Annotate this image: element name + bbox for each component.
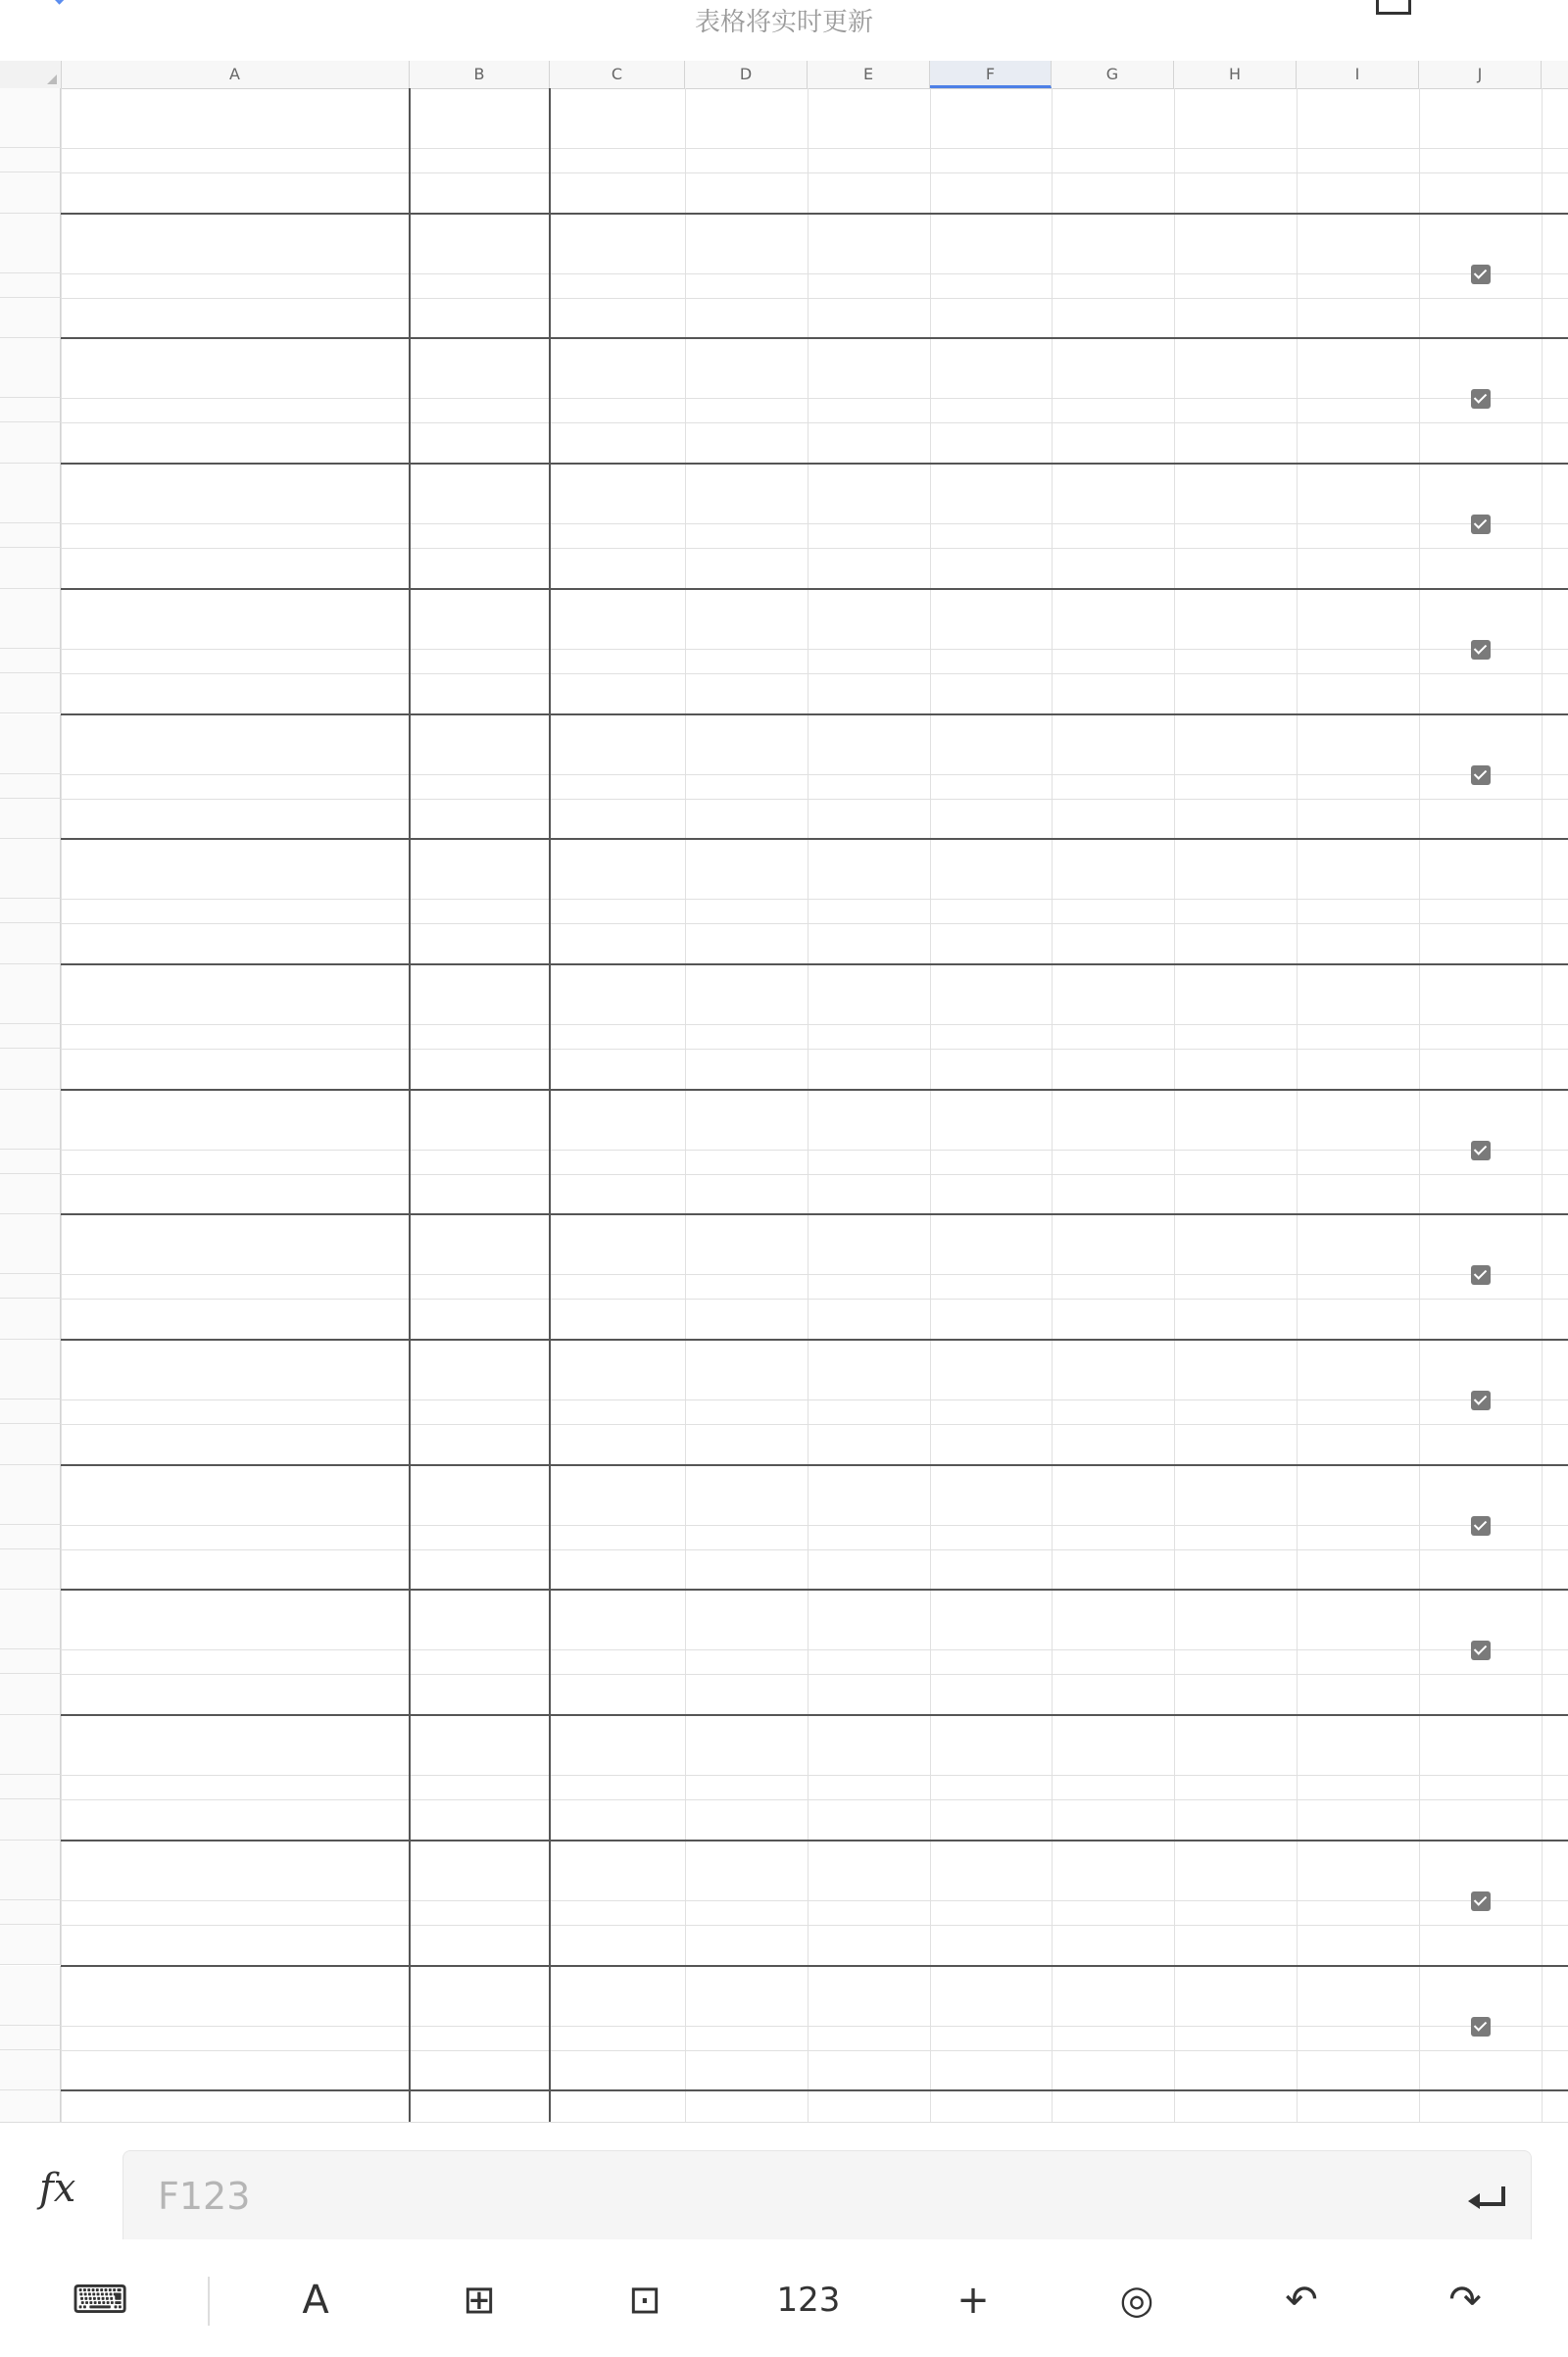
row-number[interactable]: [0, 523, 61, 548]
row-gridline: [61, 2050, 1568, 2051]
keyboard-icon[interactable]: ⌨: [72, 2278, 128, 2323]
row-gridline: [61, 774, 1568, 775]
row-number[interactable]: [0, 839, 61, 899]
status-bar: [0, 0, 1568, 61]
review-comment: [1180, 1334, 1291, 1424]
row-number[interactable]: [0, 1214, 61, 1274]
row-gridline: [61, 2026, 1568, 2027]
row-gridline: [61, 673, 1568, 674]
status-note: [1423, 1758, 1538, 1817]
column-gridline: [1297, 88, 1298, 2122]
view-icon[interactable]: ◎: [1119, 2278, 1154, 2323]
row-number[interactable]: [0, 1715, 61, 1775]
record-group-border: [61, 838, 1568, 840]
row-number[interactable]: [0, 1966, 61, 2026]
formula-input[interactable]: [122, 2150, 1532, 2248]
column-header-h[interactable]: H: [1174, 61, 1297, 88]
row-number[interactable]: [0, 1299, 61, 1340]
record-group-border: [61, 1339, 1568, 1341]
recommend-checkbox[interactable]: [1471, 2017, 1491, 2037]
column-gridline: [1542, 88, 1543, 2122]
row-number[interactable]: [0, 148, 61, 172]
row-gridline: [61, 1150, 1568, 1151]
row-number[interactable]: [0, 1900, 61, 1925]
row-gridline: [61, 1799, 1568, 1800]
review-comment: [1180, 1584, 1291, 1674]
column-border: [409, 1340, 411, 1465]
row-number[interactable]: [0, 1925, 61, 1966]
row-number[interactable]: [0, 1799, 61, 1841]
column-border: [549, 1340, 551, 1465]
column-border: [409, 1966, 411, 2091]
column-border: [409, 338, 411, 464]
row-number[interactable]: [0, 1049, 61, 1090]
record-group-border: [61, 1589, 1568, 1591]
share-icon[interactable]: [1376, 0, 1411, 15]
column-border: [409, 214, 411, 339]
function-icon[interactable]: fx: [39, 2166, 76, 2211]
row-gridline: [61, 1925, 1568, 1926]
recommend-checkbox[interactable]: [1471, 389, 1491, 409]
column-header-d[interactable]: D: [685, 61, 808, 88]
review-comment: [1180, 583, 1291, 673]
row-number[interactable]: [0, 774, 61, 799]
row-gridline: [61, 1900, 1568, 1901]
row-number[interactable]: [0, 923, 61, 964]
formula-bar: [0, 2122, 1568, 2240]
column-border: [409, 1214, 411, 1340]
undo-icon[interactable]: ↶: [1285, 2278, 1318, 2323]
column-border: [409, 1590, 411, 1715]
row-number[interactable]: [0, 548, 61, 589]
row-gridline: [61, 548, 1568, 549]
review-comment: [1180, 2085, 1291, 2122]
row-gridline: [61, 923, 1568, 924]
row-number[interactable]: [0, 464, 61, 523]
row-number[interactable]: [0, 88, 61, 148]
column-border: [409, 2090, 411, 2122]
row-number[interactable]: [0, 1841, 61, 1900]
row-gridline: [61, 799, 1568, 800]
review-comment: [1180, 833, 1291, 923]
recommend-checkbox[interactable]: [1471, 1265, 1491, 1285]
row-number[interactable]: [0, 398, 61, 422]
number-format-icon[interactable]: 123: [776, 2281, 841, 2320]
row-number[interactable]: [0, 964, 61, 1024]
row-gridline: [61, 1775, 1568, 1776]
column-border: [549, 1715, 551, 1841]
row-gridline: [61, 273, 1568, 274]
column-border: [409, 964, 411, 1090]
row-number[interactable]: [0, 1090, 61, 1150]
column-header-e[interactable]: E: [808, 61, 930, 88]
table-grid-icon[interactable]: ⊞: [463, 2278, 496, 2323]
column-header-i[interactable]: I: [1297, 61, 1419, 88]
row-number[interactable]: [0, 1340, 61, 1399]
row-gridline: [61, 1174, 1568, 1175]
record-group-border: [61, 1464, 1568, 1466]
toolbar-divider: [208, 2277, 210, 2326]
cell-settings-icon[interactable]: ⊡: [628, 2278, 662, 2323]
record-group-border: [61, 1089, 1568, 1091]
review-comment: [1180, 1835, 1291, 1925]
row-number[interactable]: [0, 2090, 61, 2122]
record-group-border: [61, 588, 1568, 590]
record-group-border: [61, 337, 1568, 339]
record-group-border: [61, 1213, 1568, 1215]
row-gridline: [61, 1549, 1568, 1550]
row-number[interactable]: [0, 1674, 61, 1715]
row-number[interactable]: [0, 172, 61, 214]
row-number[interactable]: [0, 1024, 61, 1049]
row-gridline: [61, 1299, 1568, 1300]
column-gridline: [61, 88, 62, 2122]
row-number[interactable]: [0, 1465, 61, 1525]
row-gridline: [61, 1649, 1568, 1650]
row-number[interactable]: [0, 1399, 61, 1424]
recommend-checkbox[interactable]: [1471, 1391, 1491, 1410]
row-gridline: [61, 1274, 1568, 1275]
column-gridline: [930, 88, 931, 2122]
row-number[interactable]: [0, 422, 61, 464]
bottom-toolbar: [0, 2239, 1568, 2357]
review-comment: [1180, 332, 1291, 422]
row-number[interactable]: [0, 589, 61, 649]
row-number[interactable]: [0, 714, 61, 774]
recommend-checkbox[interactable]: [1471, 1641, 1491, 1660]
record-group-border: [61, 1965, 1568, 1967]
row-number[interactable]: [0, 1525, 61, 1549]
record-group-border: [61, 1840, 1568, 1841]
row-gridline: [61, 422, 1568, 423]
record-group-border: [61, 213, 1568, 215]
review-comment: [1180, 1960, 1291, 2050]
column-border: [409, 1465, 411, 1591]
review-comment: [1180, 458, 1291, 548]
text-format-icon[interactable]: A: [302, 2278, 329, 2323]
review-comment: [1180, 1208, 1291, 1299]
realtime-update-notice: 表格将实时更新: [694, 8, 873, 37]
row-number[interactable]: [0, 2050, 61, 2091]
review-comment: [1180, 1084, 1291, 1174]
column-header-c[interactable]: C: [550, 61, 685, 88]
column-gridline: [685, 88, 686, 2122]
row-gridline: [61, 1024, 1568, 1025]
column-border: [409, 589, 411, 714]
row-gridline: [61, 398, 1568, 399]
row-number[interactable]: [0, 1775, 61, 1799]
column-border: [549, 589, 551, 714]
status-note: [1423, 882, 1538, 941]
row-number[interactable]: [0, 1174, 61, 1215]
row-number[interactable]: [0, 1549, 61, 1591]
row-number[interactable]: [0, 1424, 61, 1465]
review-comment: [1180, 709, 1291, 799]
column-border: [549, 1966, 551, 2091]
row-number[interactable]: [0, 799, 61, 840]
row-number[interactable]: [0, 338, 61, 398]
column-border: [549, 1465, 551, 1591]
row-gridline: [61, 1049, 1568, 1050]
select-all-corner[interactable]: [0, 61, 62, 88]
record-group-border: [61, 1714, 1568, 1716]
column-border: [549, 464, 551, 589]
record-group-border: [61, 2089, 1568, 2091]
recommend-checkbox[interactable]: [1471, 265, 1491, 284]
row-gridline: [61, 899, 1568, 900]
recommend-checkbox[interactable]: [1471, 1141, 1491, 1160]
enter-icon[interactable]: [1476, 2186, 1505, 2206]
recommend-checkbox[interactable]: [1471, 640, 1491, 660]
row-gridline: [61, 1525, 1568, 1526]
recommend-checkbox[interactable]: [1471, 1516, 1491, 1536]
column-border: [409, 1841, 411, 1966]
column-header-g[interactable]: G: [1052, 61, 1174, 88]
row-gridline: [61, 172, 1568, 173]
column-border: [549, 839, 551, 964]
column-border: [549, 1590, 551, 1715]
column-border: [409, 714, 411, 840]
record-group-border: [61, 713, 1568, 715]
insert-icon[interactable]: +: [956, 2278, 990, 2323]
row-number[interactable]: [0, 899, 61, 923]
column-gridline: [1419, 88, 1420, 2122]
row-number[interactable]: [0, 649, 61, 673]
column-border: [549, 1841, 551, 1966]
row-number[interactable]: [0, 1590, 61, 1649]
column-border: [409, 1715, 411, 1841]
column-border: [549, 88, 551, 214]
column-gridline: [1174, 88, 1175, 2122]
status-note: [1423, 1007, 1538, 1066]
column-border: [409, 839, 411, 964]
row-gridline: [61, 1399, 1568, 1400]
recommend-checkbox[interactable]: [1471, 1891, 1491, 1911]
review-comment: [1180, 958, 1291, 1049]
redo-icon[interactable]: ↷: [1448, 2278, 1482, 2323]
column-border: [549, 338, 551, 464]
row-number[interactable]: [0, 1649, 61, 1674]
review-comment: [1180, 82, 1291, 172]
review-comment: [1180, 1709, 1291, 1799]
column-gridline: [1052, 88, 1053, 2122]
formula-placeholder: F123: [158, 2175, 251, 2218]
column-border: [549, 1214, 551, 1340]
column-border: [549, 2090, 551, 2122]
record-group-border: [61, 463, 1568, 465]
row-number[interactable]: [0, 1274, 61, 1299]
column-header-j[interactable]: J: [1419, 61, 1542, 88]
row-gridline: [61, 298, 1568, 299]
column-border: [549, 1090, 551, 1215]
row-gridline: [61, 523, 1568, 524]
row-gridline: [61, 649, 1568, 650]
column-header-b[interactable]: B: [410, 61, 550, 88]
record-group-border: [61, 963, 1568, 965]
column-border: [409, 1090, 411, 1215]
review-comment: [1180, 208, 1291, 298]
column-header-a[interactable]: A: [61, 61, 410, 88]
row-gridline: [61, 148, 1568, 149]
review-comment: [1180, 1459, 1291, 1549]
recommend-checkbox[interactable]: [1471, 765, 1491, 785]
row-gridline: [61, 1424, 1568, 1425]
row-gridline: [61, 1674, 1568, 1675]
row-number[interactable]: [0, 214, 61, 273]
row-number[interactable]: [0, 673, 61, 714]
row-number[interactable]: [0, 1150, 61, 1174]
recommend-checkbox[interactable]: [1471, 515, 1491, 534]
spreadsheet-grid[interactable]: [0, 61, 1568, 2122]
row-number[interactable]: [0, 2026, 61, 2050]
column-border: [549, 714, 551, 840]
column-border: [409, 464, 411, 589]
column-border: [409, 88, 411, 214]
column-border: [549, 964, 551, 1090]
row-number[interactable]: [0, 273, 61, 298]
column-border: [549, 214, 551, 339]
row-number[interactable]: [0, 298, 61, 339]
column-header-f[interactable]: F: [930, 61, 1052, 88]
